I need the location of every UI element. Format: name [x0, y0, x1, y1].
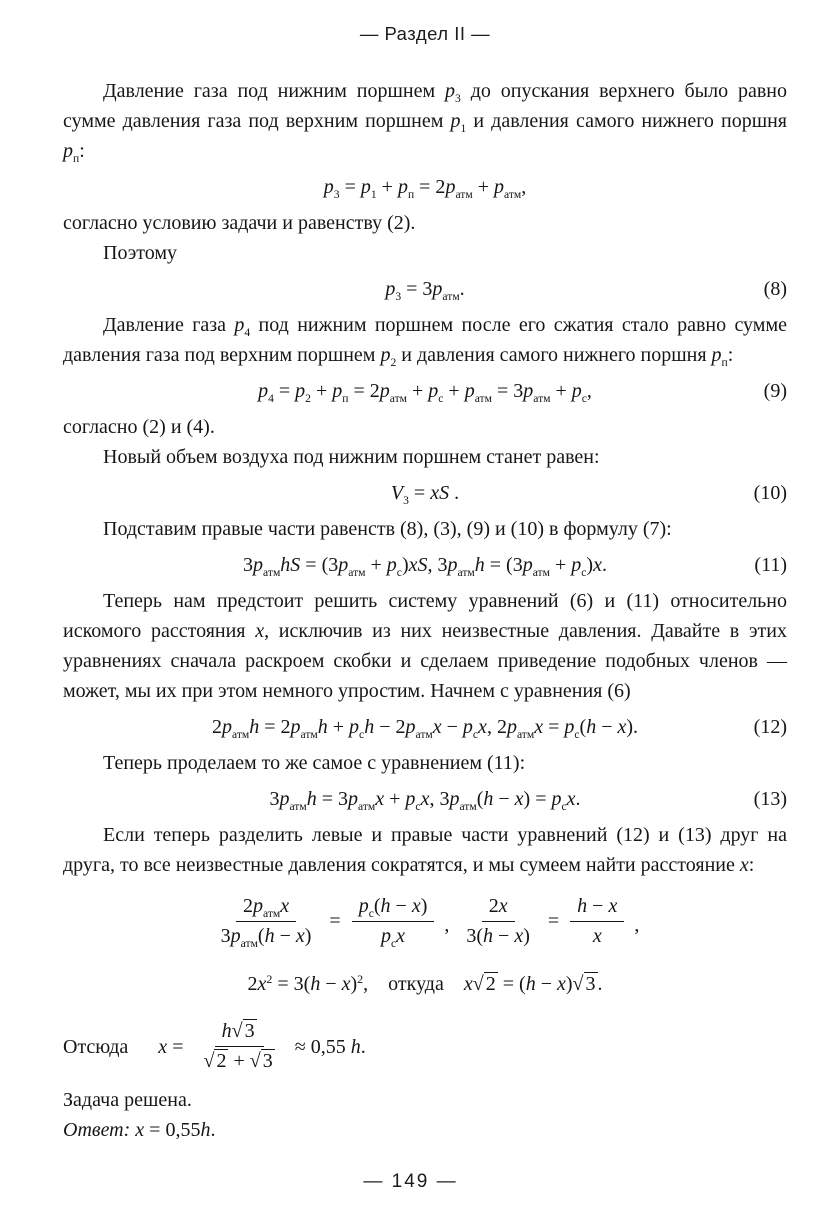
- eq-9: [63, 373, 787, 409]
- fraction: [214, 893, 319, 950]
- para-p4-intro: Давление газа $p_4$ под нижним поршнем после его сжатия стало равно сумме давления газа под верхним поршнем $p_2$ и давления самого нижнего поршня $p_п$:: [63, 313, 787, 369]
- formula: $3p_{атм}h = 3p_{атм}x + p_сx$, $3p_{атм}(h - x) = p_сx$.: [269, 787, 581, 813]
- comma-separator: ,: [444, 913, 450, 936]
- equals-sign: =: [329, 910, 341, 933]
- formula-rhs: ≈ 0,55 h.: [294, 1035, 366, 1058]
- formula: $2x^2 = 3(h - x)^2$, откуда x√ 2 = (h − x)√ 3 .: [247, 971, 603, 995]
- fraction-denominator: 3(h − x): [466, 924, 530, 947]
- para-system: Теперь нам предстоит решить систему уравнений (6) и (11) относительно искомого расстояния x, исключив из них неизвестные давления. Давайте в этих уравнениях сначала раскроем скобки и сделаем приведение подобных членов — может, мы их при этом немного упростим. Начнем с уравнения (6): [63, 589, 787, 702]
- para-same-with-11: Теперь проделаем то же самое с уравнением (11):: [103, 751, 526, 774]
- equals-sign: =: [547, 910, 560, 933]
- formula: $p_3 = 3p_{атм}$.: [385, 277, 465, 303]
- fraction-denominator: √ 2 + √ 3: [203, 1050, 273, 1073]
- eq-13: [63, 781, 787, 817]
- fraction-denominator: $p_сx$: [381, 924, 406, 950]
- fraction-denominator: x: [592, 924, 602, 947]
- fraction: [459, 893, 537, 950]
- eq-fraction-chain: [63, 890, 787, 953]
- formula: $2p_{атм}h = 2p_{атм}h + p_сh - 2p_{атм}x - p_сx$, $2p_{атм}x = p_с(h - x)$.: [211, 715, 639, 741]
- page-number: — 149 —: [363, 1171, 458, 1192]
- fraction: [196, 1018, 281, 1075]
- otsyuda-formula: [158, 1018, 365, 1075]
- fraction-numerator: h − x: [570, 893, 624, 922]
- eq-10: [63, 475, 787, 511]
- formula: $V_3$ = xS .: [390, 481, 460, 507]
- para-substitute: Подставим правые части равенств (8), (3), (9) и (10) в формулу (7):: [103, 517, 672, 540]
- fraction-denominator: $3p_{атм}(h - x)$: [220, 924, 312, 950]
- comma-separator: ,: [634, 913, 640, 936]
- eq-11: [63, 547, 787, 583]
- line-task-solved: Задача решена.: [63, 1088, 192, 1111]
- section-header: — Раздел II —: [359, 23, 491, 44]
- equation-number: (11): [754, 553, 787, 576]
- fraction: [352, 893, 435, 950]
- para-volume: Новый объем воздуха под нижним поршнем станет равен:: [103, 445, 600, 468]
- formula: $p_4 = p_2 + p_п = 2p_{атм} + p_с + p_{атм} = 3p_{атм} + p_с$,: [258, 379, 592, 405]
- fraction-numerator: $p_с(h - x)$: [352, 893, 435, 922]
- formula: $3p_{атм}hS = (3p_{атм} + p_с)xS$, $3p_{атм}h = (3p_{атм} + p_с)x$.: [243, 553, 607, 579]
- textbook-page: [63, 16, 787, 1145]
- formula-lhs: x =: [158, 1035, 184, 1058]
- para-p3-intro: Давление газа под нижним поршнем $p_3$ до опускания верхнего было равно сумме давления газа под верхним поршнем $p_1$ и давления самого нижнего поршня $p_п$:: [63, 79, 788, 165]
- eq-8: [63, 271, 787, 307]
- eq-p3-sum: [63, 169, 787, 205]
- fraction: [570, 893, 624, 950]
- line-answer: Ответ: x = 0,55h.: [63, 1118, 216, 1141]
- formula: $p_3 = p_1 + p_п = 2p_{атм} + p_{атм}$,: [323, 175, 527, 201]
- fraction-numerator: h√ 3: [215, 1018, 264, 1047]
- equation-number: (10): [753, 481, 787, 504]
- fraction-numerator: 2x: [482, 893, 515, 922]
- eq-squared: [63, 963, 787, 1005]
- para-poetomu: Поэтому: [103, 241, 178, 264]
- otsyuda-label: Отсюда: [63, 1035, 129, 1058]
- line-otsyuda: [63, 1015, 787, 1079]
- equation-number: (8): [763, 277, 787, 300]
- equation-number: (13): [753, 787, 787, 810]
- equation-number: (12): [753, 715, 787, 738]
- fraction-numerator: $2p_{атм}x$: [236, 893, 296, 922]
- line-soglasno-2: согласно (2) и (4).: [63, 415, 215, 438]
- para-divide: Если теперь разделить левые и правые части уравнений (12) и (13) друг на друга, то все неизвестные давления сократятся, и мы сумеем найти расстояние x:: [63, 823, 787, 876]
- line-soglasno-1: согласно условию задачи и равенству (2).: [63, 211, 416, 234]
- equation-number: (9): [763, 379, 787, 402]
- eq-12: [63, 709, 787, 745]
